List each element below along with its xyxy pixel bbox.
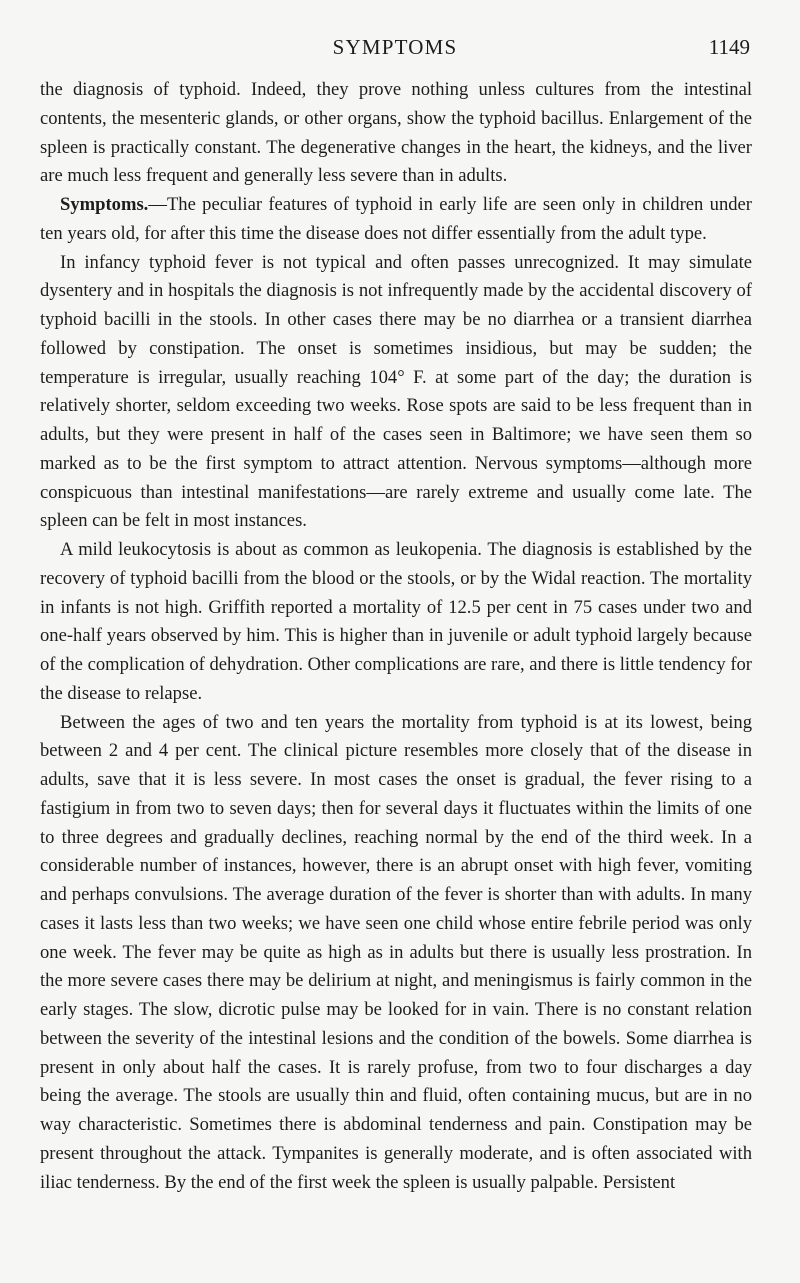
paragraph-symptoms: [40, 191, 752, 249]
paragraph-text: —The peculiar features of typhoid in early life are seen only in children under ten years old, for after this time the disease does not differ essentially from the adult type.: [40, 194, 752, 244]
paragraph-infancy: [40, 249, 752, 537]
paragraph-text: Between the ages of two and ten years the mortality from typhoid is at its lowest, being between 2 and 4 per cent. The clinical picture resembles more closely that of the disease in adults, save that it is less severe. In most cases the onset is gradual, the fever rising to a fastigium in from two to seven days; then for several days it fluctuates within the limits of one to three degrees and gradually declines, reaching normal by the end of the third week. In a considerable number of instances, however, there is an abrupt onset with high fever, vomiting and perhaps convulsions. The average duration of the fever is shorter than with adults. In many cases it lasts less than two weeks; we have seen one child whose entire febrile period was only one week. The fever may be quite as high as in adults but there is usually less prostration. In the more severe cases there may be delirium at night, and meningismus is fairly common in the early stages. The slow, dicrotic pulse may be looked for in vain. There is no constant relation between the severity of the intestinal lesions and the condition of the bowels. Some diarrhea is present in only about half the cases. It is rarely profuse, from two to four discharges a day being the average. The stools are usually thin and fluid, often containing mucus, but are in no way characteristic. Sometimes there is abdominal tenderness and pain. Constipation may be present throughout the attack. Tympanites is generally moderate, and is often associated with iliac tenderness. By the end of the first week the spleen is usually palpable. Persistent: [40, 711, 752, 1193]
paragraph-leukocytosis: [40, 536, 752, 709]
page-header: [40, 33, 750, 61]
running-head: SYMPTOMS: [332, 35, 458, 59]
body-text: [40, 76, 752, 1197]
paragraph-text: A mild leukocytosis is about as common as leukopenia. The diagnosis is established by the recovery of typhoid bacilli from the blood or the stools, or by the Widal reaction. The mortality in infants is not high. Griffith reported a mortality of 12.5 per cent in 75 cases under two and one-half years observed by him. This is higher than in juvenile or adult typhoid largely because of the complication of dehydration. Other complications are rare, and there is little tendency for the disease to relapse.: [40, 539, 752, 704]
paragraph-ages-two-to-ten: [40, 709, 752, 1198]
paragraph-continuation: [40, 76, 752, 191]
section-heading-symptoms: Symptoms.: [60, 194, 149, 215]
paragraph-text: In infancy typhoid fever is not typical and often passes unrecognized. It may simulate dysentery and in hospitals the diagnosis is not infrequently made by the accidental discovery of typhoid bacilli in the stools. In other cases there may be no diarrhea or a transient diarrhea followed by constipation. The onset is sometimes insidious, but may be sudden; the temperature is irregular, usually reaching 104° F. at some part of the day; the duration is relatively shorter, seldom exceeding two weeks. Rose spots are said to be less frequent than in adults, but they were present in half of the cases seen in Baltimore; we have seen them so marked as to be the first symptom to attract attention. Nervous symptoms—although more conspicuous than intestinal manifestations—are rarely extreme and usually come late. The spleen can be felt in most instances.: [40, 251, 752, 532]
page-number: 1149: [708, 35, 750, 59]
paragraph-text: the diagnosis of typhoid. Indeed, they prove nothing unless cultures from the intestinal contents, the mesenteric glands, or other organs, show the typhoid bacillus. Enlargement of the spleen is practically constant. The degenerative changes in the heart, the kidneys, and the liver are much less frequent and generally less severe than in adults.: [40, 79, 752, 187]
